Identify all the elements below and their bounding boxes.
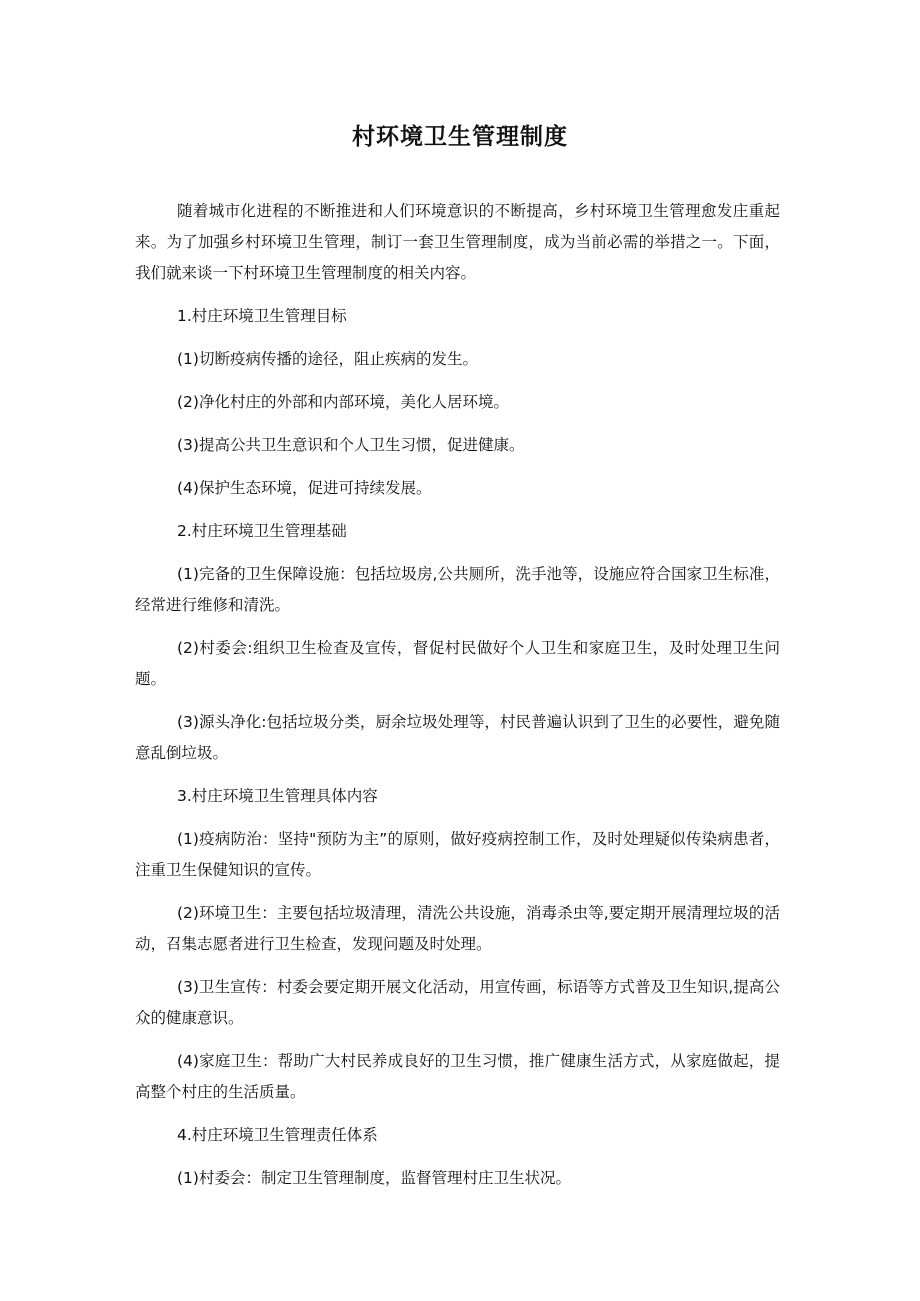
intro-paragraph: 随着城市化进程的不断推进和人们环境意识的不断提高，乡村环境卫生管理愈发庄重起来。为了加强乡村环境卫生管理，制订一套卫生管理制度，成为当前必需的举措之一。下面，我们就来谈一下村环境卫生管理制度的相关内容。 [135, 202, 780, 282]
list-item: (1)村委会：制定卫生管理制度，监督管理村庄卫生状况。 [177, 1169, 571, 1187]
section-heading: 2.村庄环境卫生管理基础 [177, 522, 347, 540]
list-item: (3)提高公共卫生意识和个人卫生习惯，促进健康。 [177, 436, 525, 454]
list-item: (1)切断疫病传播的途径，阻止疾病的发生。 [177, 350, 478, 368]
list-item: (4)家庭卫生：帮助广大村民养成良好的卫生习惯，推广健康生活方式，从家庭做起，提高整个村庄的生活质量。 [135, 1052, 780, 1101]
list-item: (2)净化村庄的外部和内部环境，美化人居环境。 [177, 393, 509, 411]
section-heading: 4.村庄环境卫生管理责任体系 [177, 1126, 378, 1144]
list-item: (1)完备的卫生保障设施：包括垃圾房,公共厕所，洗手池等，设施应符合国家卫生标准，经常进行维修和清洗。 [135, 565, 780, 614]
list-item: (1)疫病防治：坚持"预防为主”的原则，做好疫病控制工作，及时处理疑似传染病患者，注重卫生保健知识的宣传。 [135, 830, 780, 879]
list-item: (4)保护生态环境，促进可持续发展。 [177, 479, 432, 497]
list-item: (2)村委会:组织卫生检查及宣传，督促村民做好个人卫生和家庭卫生，及时处理卫生问题。 [135, 639, 780, 688]
section-heading: 1.村庄环境卫生管理目标 [177, 307, 347, 325]
document-title: 村环境卫生管理制度 [352, 124, 568, 150]
list-item: (3)卫生宣传：村委会要定期开展文化活动，用宣传画，标语等方式普及卫生知识,提高公众的健康意识。 [135, 978, 780, 1027]
list-item: (3)源头净化:包括垃圾分类，厨余垃圾处理等，村民普遍认识到了卫生的必要性，避免随意乱倒垃圾。 [135, 713, 780, 762]
document-body [135, 196, 780, 1206]
list-item: (2)环境卫生：主要包括垃圾清理，清洗公共设施，消毒杀虫等,要定期开展清理垃圾的活动，召集志愿者进行卫生检查，发现问题及时处理。 [135, 904, 780, 953]
section-heading: 3.村庄环境卫生管理具体内容 [177, 787, 378, 805]
